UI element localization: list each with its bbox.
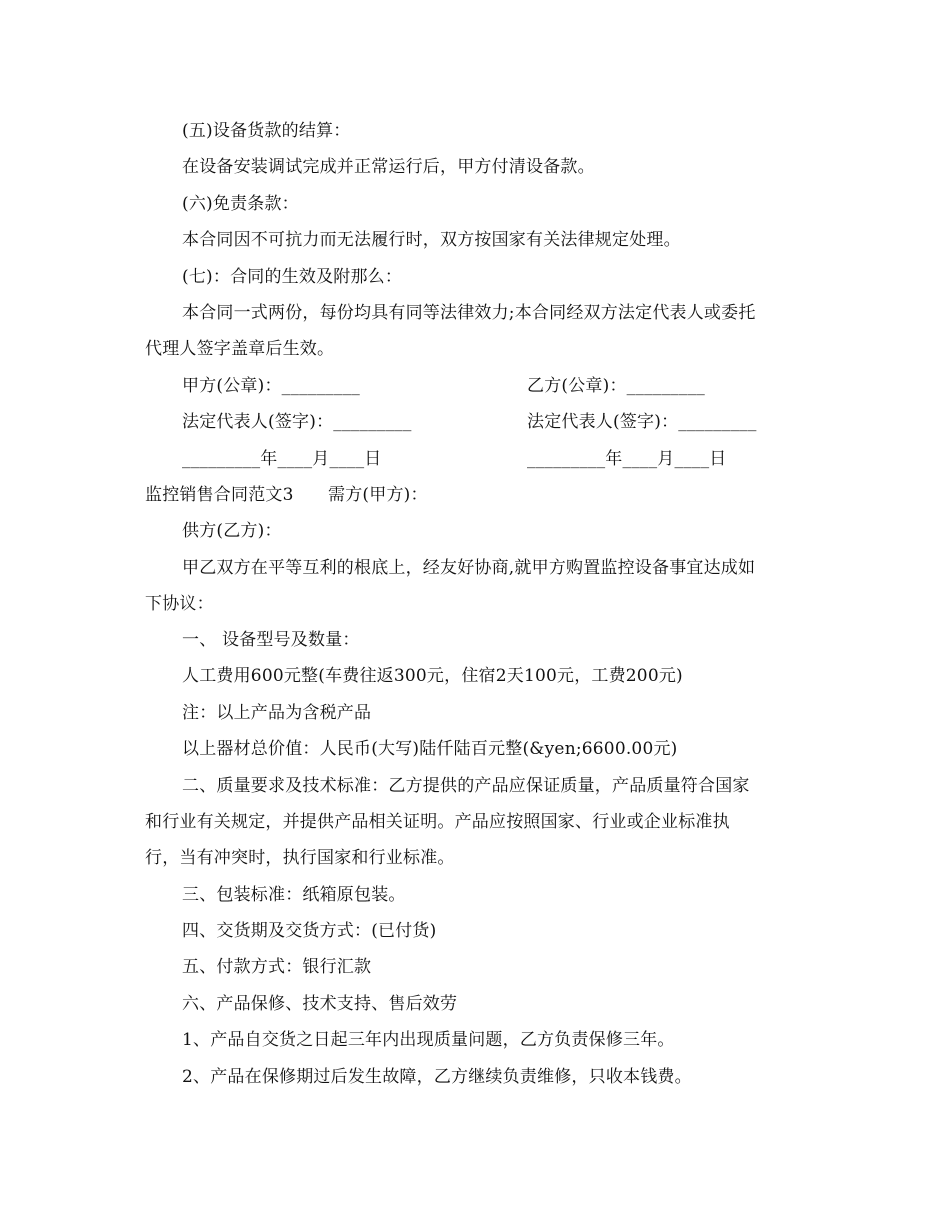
clause-5-heading: (五)设备货款的结算： (182, 121, 351, 141)
supplier-line: 供方(乙方)： (182, 521, 282, 541)
clause-7-text-line2: 代理人签字盖章后生效。 (145, 339, 335, 359)
signature-row-seal (0, 375, 950, 397)
item-6-1: 1、产品自交货之日起三年内出现质量问题，乙方负责保修三年。 (182, 1030, 675, 1050)
clause-6-heading: (六)免责条款： (182, 194, 299, 214)
item-1: 一、 设备型号及数量： (182, 630, 360, 650)
item-2-line3: 行，当有冲突时，执行国家和行业标准。 (145, 848, 455, 868)
signature-row-date (0, 448, 950, 470)
clause-7-heading: (七)：合同的生效及附那么： (182, 267, 403, 287)
item-2-line1: 二、质量要求及技术标准：乙方提供的产品应保证质量，产品质量符合国家 (182, 776, 750, 796)
item-6-2: 2、产品在保修期过后发生故障，乙方继续负责维修，只收本钱费。 (182, 1067, 692, 1087)
party-a-representative: 法定代表人(签字)：_________ (182, 412, 412, 432)
party-a-seal: 甲方(公章)：_________ (182, 376, 360, 396)
clause-5-text: 在设备安装调试完成并正常运行后，甲方付清设备款。 (182, 157, 595, 177)
item-5: 五、付款方式：银行汇款 (182, 957, 372, 977)
party-b-representative: 法定代表人(签字)：_________ (527, 412, 757, 432)
item-6: 六、产品保修、技术支持、售后效劳 (182, 994, 458, 1014)
clause-6-text: 本合同因不可抗力而无法履行时，双方按国家有关法律规定处理。 (182, 230, 681, 250)
tax-note: 注：以上产品为含税产品 (182, 703, 372, 723)
item-4: 四、交货期及交货方式：(已付货) (182, 921, 437, 941)
labor-cost: 人工费用600元整(车费往返300元，住宿2天100元，工费200元) (182, 666, 683, 686)
total-value: 以上器材总价值：人民币(大写)陆仟陆百元整(&yen;6600.00元) (182, 739, 678, 759)
item-3: 三、包装标准：纸箱原包装。 (182, 885, 406, 905)
clause-7-text-line1: 本合同一式两份，每份均具有同等法律效力;本合同经双方法定代表人或委托 (182, 303, 756, 323)
party-b-date: _________年____月____日 (527, 449, 727, 469)
section-3-heading: 监控销售合同范文3 需方(甲方)： (145, 485, 428, 505)
intro-line2: 下协议： (145, 594, 214, 614)
item-2-line2: 和行业有关规定，并提供产品相关证明。产品应按照国家、行业或企业标准执 (145, 812, 730, 832)
party-b-seal: 乙方(公章)：_________ (527, 376, 705, 396)
signature-row-rep (0, 411, 950, 433)
intro-line1: 甲乙双方在平等互利的根底上，经友好协商,就甲方购置监控设备事宜达成如 (182, 558, 756, 578)
party-a-date: _________年____月____日 (182, 449, 382, 469)
